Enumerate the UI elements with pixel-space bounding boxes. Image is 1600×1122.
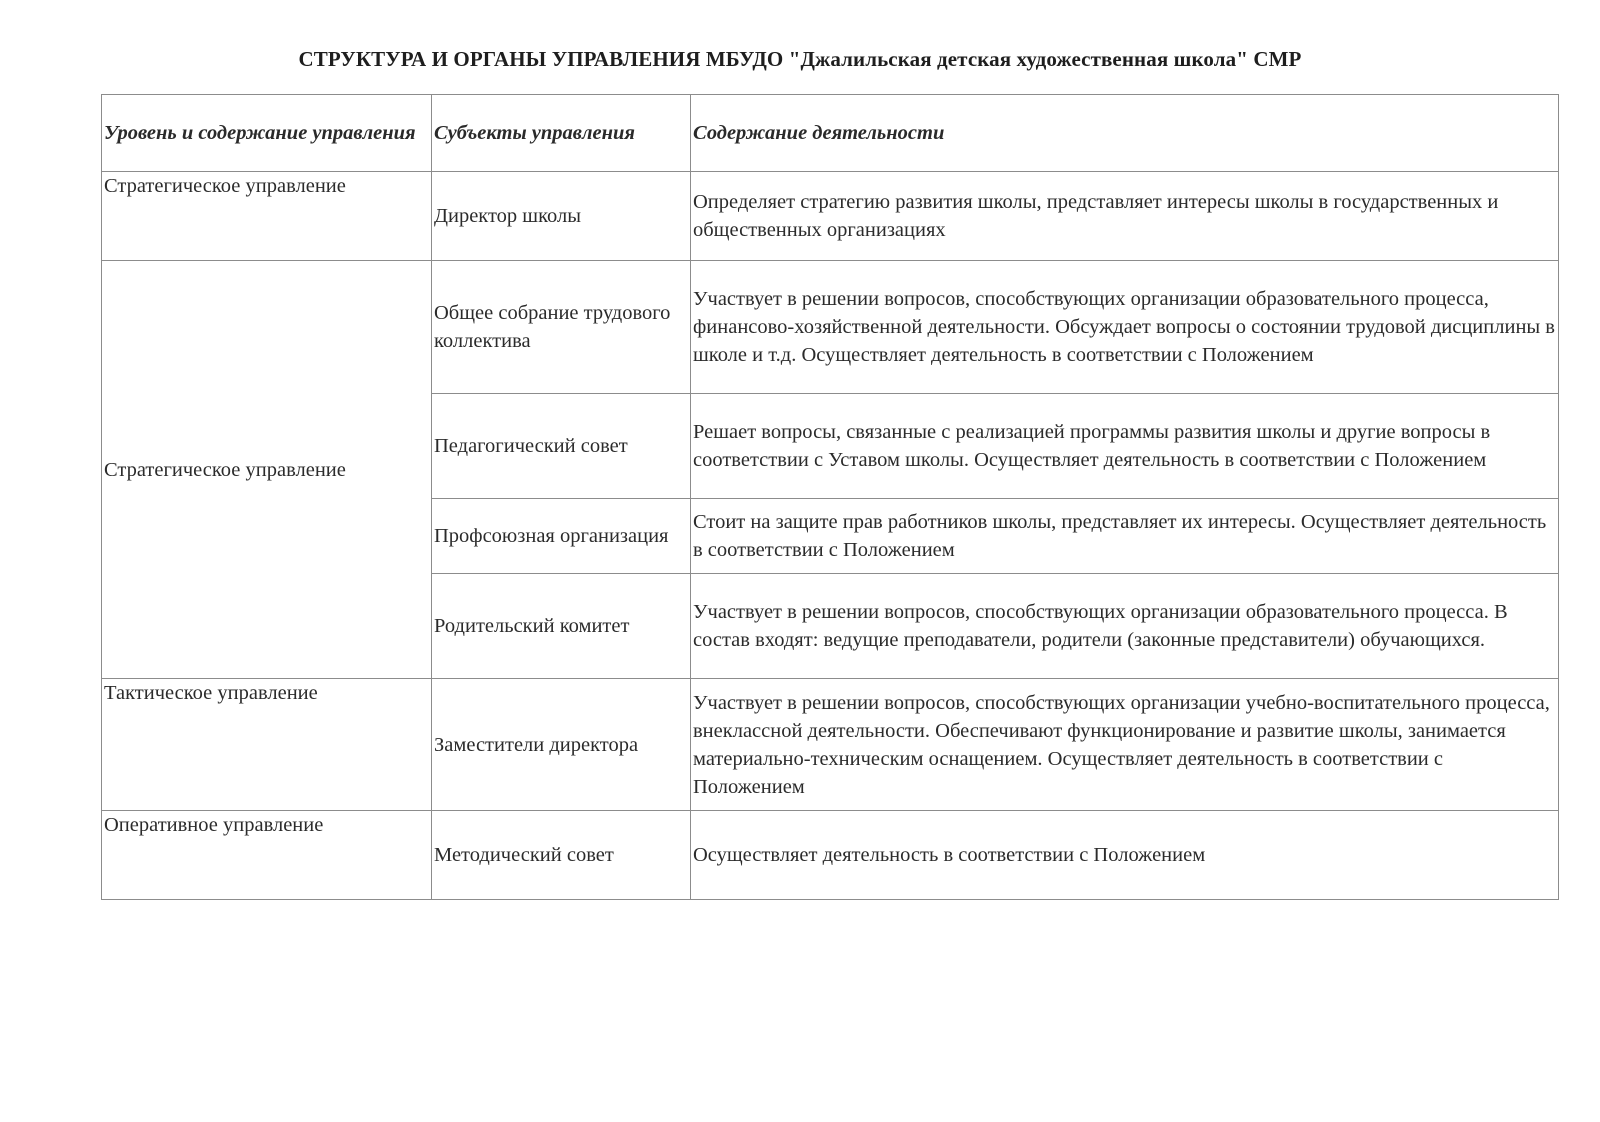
subject-cell: Профсоюзная организация [432, 499, 691, 574]
level-cell: Оперативное управление [102, 811, 432, 900]
table-row [102, 172, 1559, 261]
content-cell: Стоит на защите прав работников школы, представляет их интересы. Осуществляет деятельность в соответствии с Положением [691, 499, 1559, 574]
table-row [102, 679, 1559, 811]
subject-cell: Заместители директора [432, 679, 691, 811]
subject-cell: Педагогический совет [432, 394, 691, 499]
level-cell: Стратегическое управление [102, 172, 432, 261]
content-cell: Определяет стратегию развития школы, представляет интересы школы в государственных и общественных организациях [691, 172, 1559, 261]
subject-cell: Директор школы [432, 172, 691, 261]
page-title: СТРУКТУРА И ОРГАНЫ УПРАВЛЕНИЯ МБУДО "Джалильская детская художественная школа" СМР [298, 47, 1302, 71]
level-cell: Тактическое управление [102, 679, 432, 811]
table-row [102, 811, 1559, 900]
table-row [102, 261, 1559, 394]
content-cell: Участвует в решении вопросов, способствующих организации образовательного процесса. В состав входят: ведущие преподаватели, родители (законные представители) обучающихся. [691, 574, 1559, 679]
level-cell: Стратегическое управление [102, 261, 432, 679]
subject-cell: Общее собрание трудового коллектива [432, 261, 691, 394]
content-cell: Участвует в решении вопросов, способствующих организации образовательного процесса, финансово-хозяйственной деятельности. Обсуждает вопросы о состоянии трудовой дисциплины в школе и т.д. Осуществляет деятельность в соответствии с Положением [691, 261, 1559, 394]
header-subject: Субъекты управления [432, 95, 691, 172]
management-structure-table [101, 94, 1559, 900]
table-header-row [102, 95, 1559, 172]
subject-cell: Методический совет [432, 811, 691, 900]
content-cell: Решает вопросы, связанные с реализацией программы развития школы и другие вопросы в соответствии с Уставом школы. Осуществляет деятельность в соответствии с Положением [691, 394, 1559, 499]
content-cell: Осуществляет деятельность в соответствии с Положением [691, 811, 1559, 900]
header-content: Содержание деятельности [691, 95, 1559, 172]
content-cell: Участвует в решении вопросов, способствующих организации учебно-воспитательного процесса, внеклассной деятельности. Обеспечивают функционирование и развитие школы, занимается материально-техническим оснащением. Осуществляет деятельность в соответствии с Положением [691, 679, 1559, 811]
header-level: Уровень и содержание управления [102, 95, 432, 172]
subject-cell: Родительский комитет [432, 574, 691, 679]
